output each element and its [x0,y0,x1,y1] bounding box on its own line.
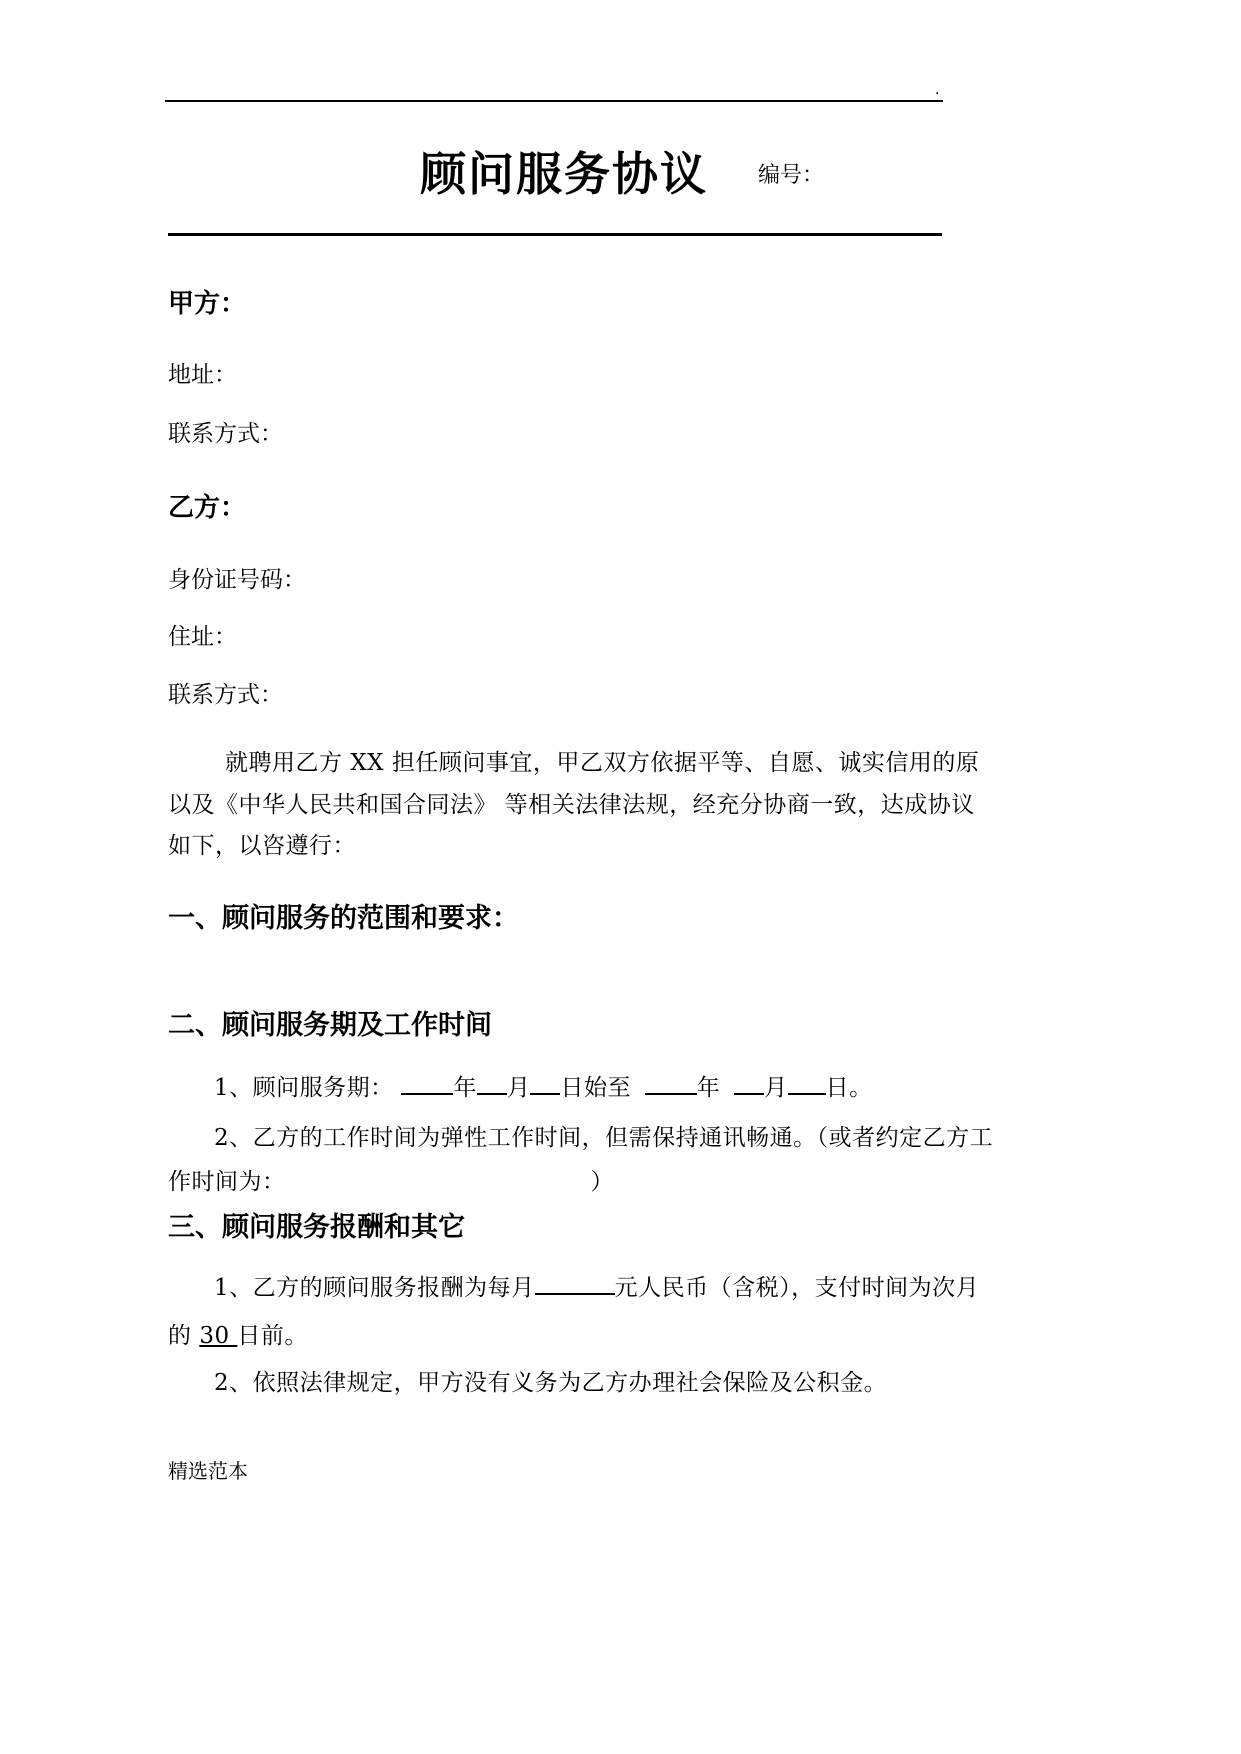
working-hours-close-paren: ） [590,1169,614,1195]
intro-line-1: 就聘用乙方 XX 担任顾问事宜，甲乙双方依据平等、自愿、诚实信用的原 [225,750,980,776]
section-3-heading: 三、顾问服务报酬和其它 [168,1212,465,1243]
section-1-heading: 一、顾问服务的范围和要求： [168,903,519,934]
serial-number-label: 编号： [758,163,825,188]
end-year-label: 年 [696,1075,721,1101]
fee-due-prefix: 的 [168,1323,200,1349]
start-month-blank[interactable] [477,1071,507,1095]
fee-line-2 [168,1317,308,1350]
end-month-label: 月 [764,1075,788,1101]
start-month-label: 月 [506,1075,531,1101]
start-year-label: 年 [453,1075,477,1101]
document-title: 顾问服务协议 [420,147,708,201]
social-insurance-line: 2、依照法律规定，甲方没有义务为乙方办理社会保险及公积金。 [214,1370,888,1396]
fee-due-day: 30 [199,1323,238,1349]
end-day-blank[interactable] [788,1071,826,1095]
fee-line-1 [214,1269,979,1302]
service-period-prefix: 1、顾问服务期： [214,1075,394,1101]
end-year-blank[interactable] [645,1071,697,1095]
working-hours-line-1: 2、乙方的工作时间为弹性工作时间，但需保持通讯畅通。（或者约定乙方工 [214,1125,994,1151]
header-dot: . [935,82,940,98]
party-a-contact: 联系方式： [168,421,283,447]
service-period-line [214,1069,873,1102]
section-2-heading: 二、顾问服务期及工作时间 [168,1010,492,1041]
intro-line-3: 如下，以咨遵行： [168,833,356,859]
party-b-contact: 联系方式： [168,682,283,708]
party-b-id-number: 身份证号码： [168,567,306,593]
working-hours-label: 作时间为： [168,1169,286,1195]
start-day-blank[interactable] [530,1071,560,1095]
working-hours-line-2 [168,1163,614,1196]
party-a-label: 甲方： [168,289,247,319]
page-footer: 精选范本 [168,1459,248,1483]
fee-prefix: 1、乙方的顾问服务报酬为每月 [214,1275,535,1301]
end-month-blank[interactable] [734,1071,764,1095]
fee-due-suffix: 日前。 [237,1323,308,1349]
fee-suffix: 元人民币（含税），支付时间为次月 [614,1275,980,1301]
party-a-address: 地址： [168,362,237,388]
end-day-label: 日。 [825,1075,873,1101]
header-rule [165,100,943,102]
start-day-label: 日始至 [560,1075,631,1101]
title-rule [168,233,942,236]
intro-line-2: 以及《中华人民共和国合同法》 等相关法律法规，经充分协商一致，达成协议 [168,792,975,818]
party-b-residence: 住址： [168,624,237,650]
monthly-fee-blank[interactable] [535,1271,615,1295]
start-year-blank[interactable] [401,1071,453,1095]
party-b-label: 乙方： [168,493,247,523]
